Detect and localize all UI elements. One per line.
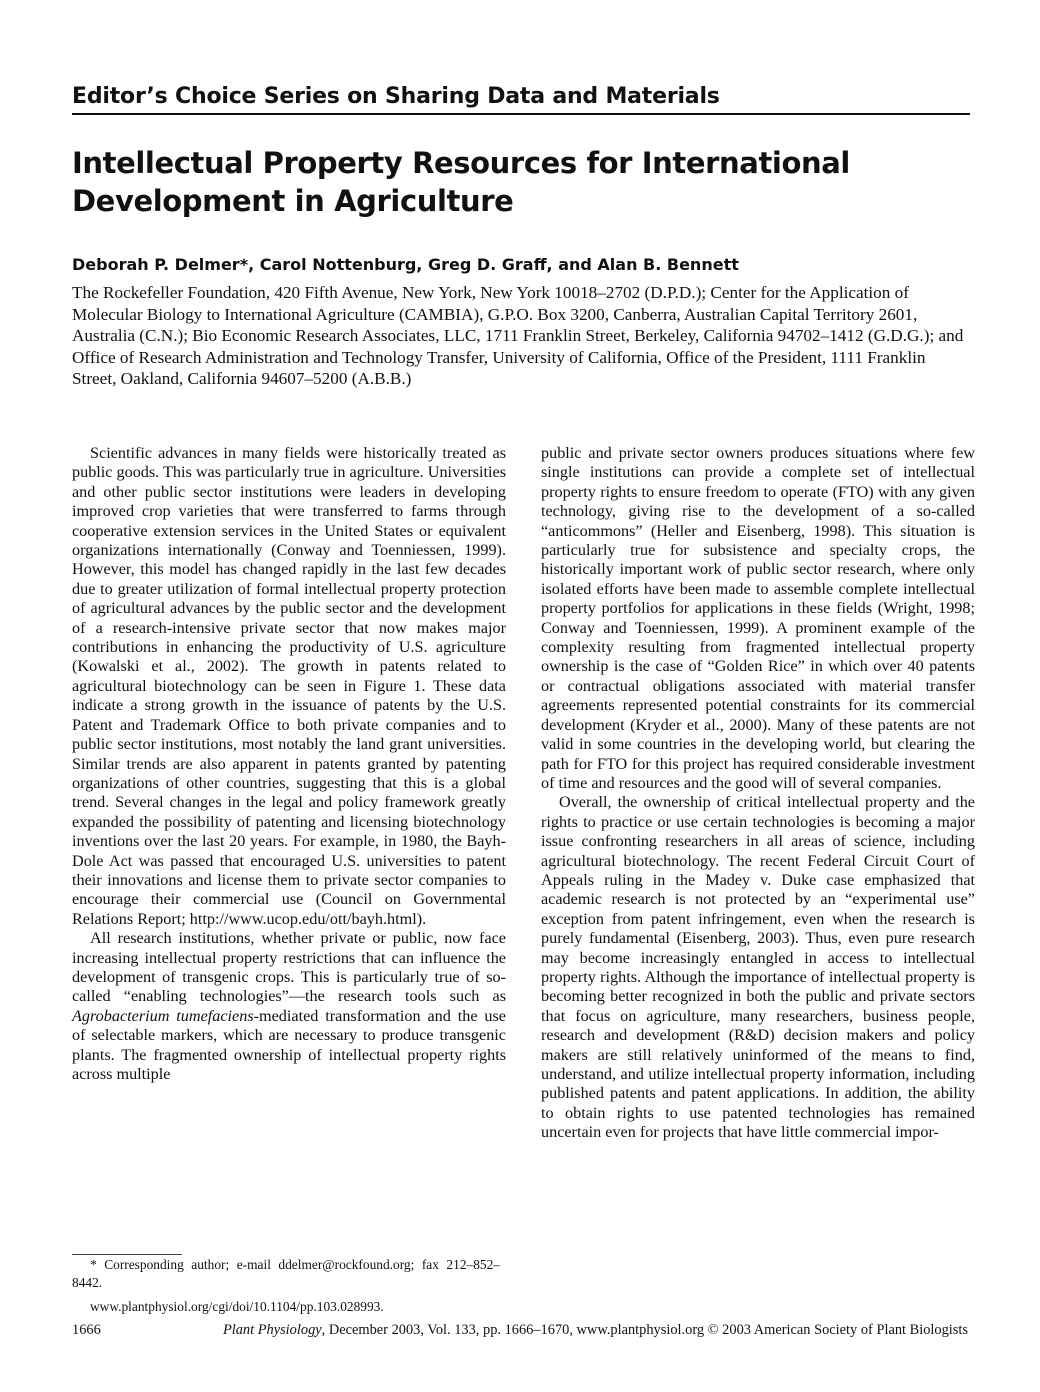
right-column [541,444,975,1143]
citation-details: , December 2003, Vol. 133, pp. 1666–1670, www.plantphysiol.org © 2003 American Society of Plant Biologists [321,1322,968,1338]
paragraph-restrictions [72,929,506,1084]
journal-citation [148,1322,968,1339]
doi-link[interactable]: www.plantphysiol.org/cgi/doi/10.1104/pp.103.028993. [90,1299,384,1314]
journal-name: Plant Physiology [222,1322,322,1338]
paragraph-restrictions-text-b: -mediated transformation and the use of selectable markers, which are necessary to produce transgenic plants. The fragmented ownership of intellectual property rights across multiple [72,1006,506,1083]
left-column [72,444,506,1084]
author-list: Deborah P. Delmer*, Carol Nottenburg, Greg D. Graff, and Alan B. Bennett [72,255,739,274]
corresponding-author-note: * Corresponding author; e-mail ddelmer@rockfound.org; fax 212–852–8442. [72,1257,500,1290]
page-number: 1666 [72,1322,101,1338]
footnote-divider [72,1254,182,1255]
paragraph-overall: Overall, the ownership of critical intellectual property and the rights to practice or use certain technologies is becoming a major issue confronting researchers in all areas of science, including agricultural biotechnology. The recent Federal Circuit Court of Appeals ruling in the Madey v. Duke case emphasized that academic research is not protected by an “experimental use” exception from patent infringement, even when the research is purely fundamental (Eisenberg, 2003). Thus, even pure research may become increasingly entangled in access to intellectual property rights. Although the importance of intellectual property is becoming better recognized in both the public and private sectors that focus on agriculture, many researchers, business people, research and development (R&D) decision makers and policy makers are still relatively uninformed of the means to find, understand, and utilize intellectual property information, including published patents and patent applications. In addition, the ability to obtain rights to use patented technologies has remained uncertain even for projects that have little commercial impor- [541,793,975,1142]
affiliations: The Rockefeller Foundation, 420 Fifth Avenue, New York, New York 10018–2702 (D.P.D.); Center for the Application of Molecular Biology to International Agriculture (CAMBIA), G.P.O. Box 3200, Canberra, Australian Capital Territory 2601, Australia (C.N.); Bio Economic Research Associates, LLC, 1711 Franklin Street, Berkeley, California 94702–1412 (G.D.G.); and Office of Research Administration and Technology Transfer, University of California, Office of the President, 1111 Franklin Street, Oakland, California 94607–5200 (A.B.B.) [72,283,964,389]
article-title: Intellectual Property Resources for International Development in Agriculture [72,146,850,218]
page-footer [72,1322,968,1339]
paragraph-restrictions-text-a: All research institutions, whether private or public, now face increasing intellectual property restrictions that can influence the development of transgenic crops. This is particularly true of so-called “enabling technologies”—the research tools such as [72,929,506,1006]
paragraph-intro: Scientific advances in many fields were historically treated as public goods. This was particularly true in agriculture. Universities and other public sector institutions were leaders in developing improved crop varieties that were transferred to farms through cooperative extension services in the United States or equivalent organizations internationally (Conway and Toenniessen, 1999). However, this model has changed rapidly in the last few decades due to greater utilization of formal intellectual property protection of agricultural advances by the public sector and the development of a research-intensive private sector that now makes major contributions in enhancing the productivity of U.S. agriculture (Kowalski et al., 2002). The growth in patents related to agricultural biotechnology can be seen in Figure 1. These data indicate a strong growth in the issuance of patents by the U.S. Patent and Trademark Office to both private companies and to public sector institutions, most notably the land grant universities. Similar trends are also apparent in patents granted by patenting organizations of other countries, suggesting that this is a global trend. Several changes in the legal and policy framework greatly expanded the possibility of patenting and licensing biotechnology inventions over the last 20 years. For example, in 1980, the Bayh-Dole Act was passed that encouraged U.S. universities to patent their innovations and license them to private sector companies to encourage their commercial use (Council on Governmental Relations Report; http://www.ucop.edu/ott/bayh.html). [72,444,506,928]
species-name: Agrobacterium tumefaciens [72,1006,254,1025]
footnotes [72,1256,500,1316]
paragraph-restrictions-continued: public and private sector owners produces situations where few single institutions can provide a complete set of intellectual property rights to ensure freedom to operate (FTO) with any given technology, giving rise to the development of a so-called “anticommons” (Heller and Eisenberg, 1998). This situation is particularly true for subsistence and specialty crops, the historically important work of public sector research, where only isolated efforts have been made to assemble complete intellectual property portfolios for applications in these fields (Wright, 1998; Conway and Toenniessen, 1999). A prominent example of the complexity resulting from fragmented intellectual property ownership is the case of “Golden Rice” in which over 40 patents or contractual obligations associated with material transfer agreements represented potential constraints for its commercial development (Kryder et al., 2000). Many of these patents are not valid in some countries in the developing world, but clearing the path for FTO for this project has required considerable investment of time and resources and the good will of several companies. [541,444,975,792]
series-heading: Editor’s Choice Series on Sharing Data and Materials [72,84,970,115]
